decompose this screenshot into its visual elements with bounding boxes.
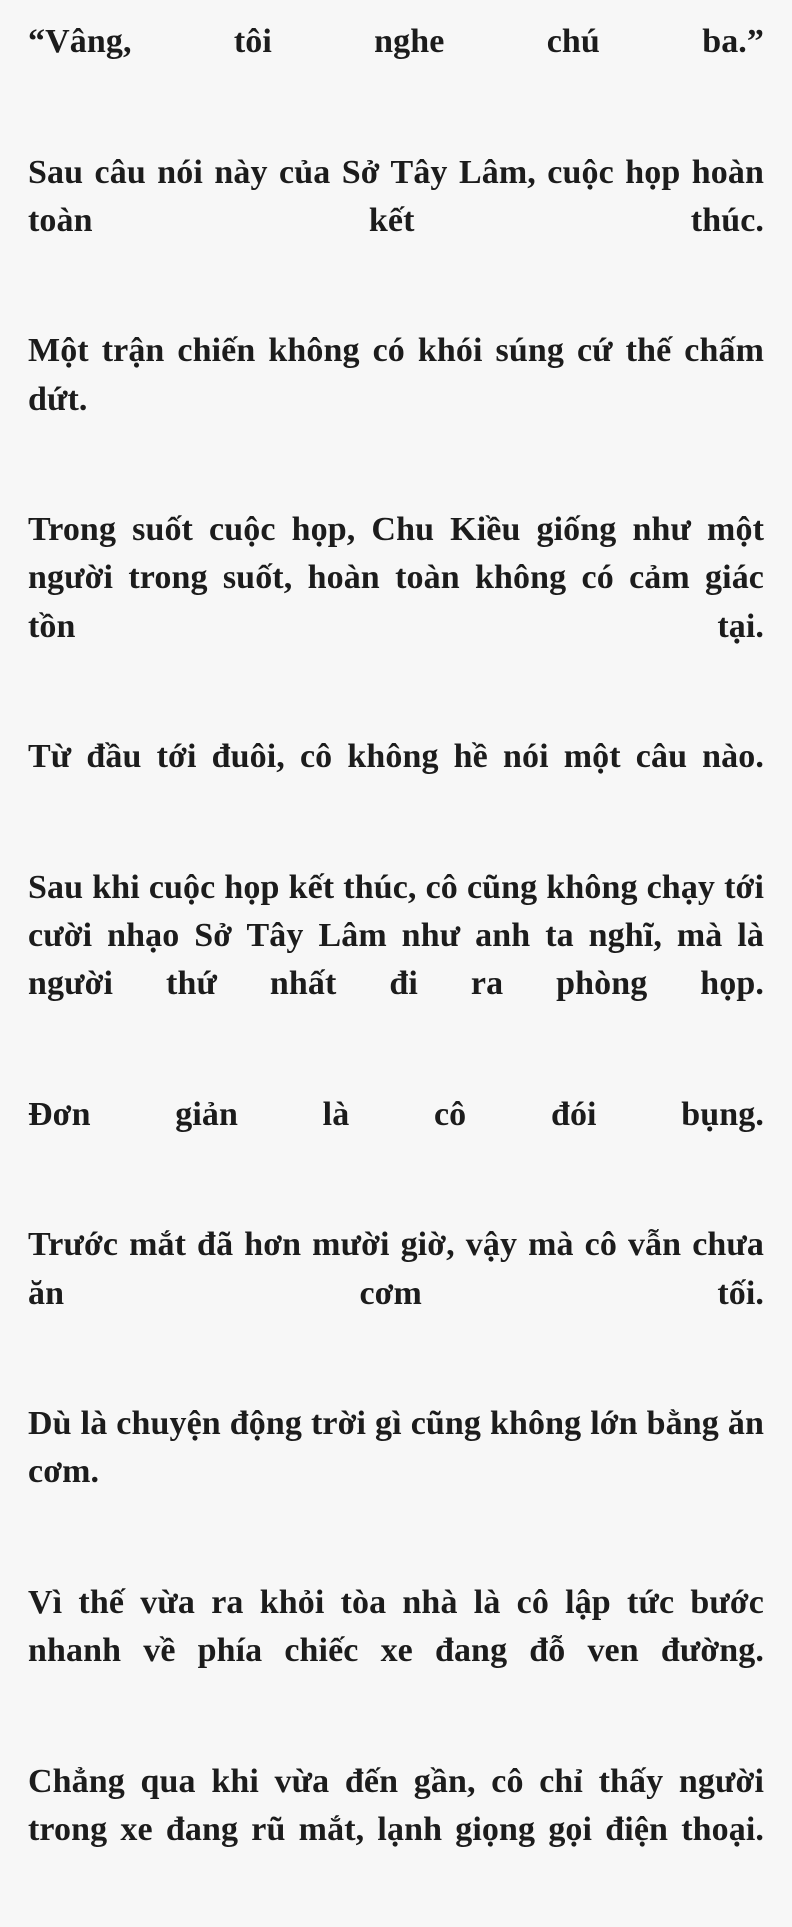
paragraph: Đơn giản là cô đói bụng.	[28, 1095, 764, 1133]
paragraph: Một trận chiến không có khói súng cứ thế chấm dứt.	[28, 332, 764, 418]
paragraph: Trong suốt cuộc họp, Chu Kiều giống như một người trong suốt, hoàn toàn không có cảm giác tồn tại.	[28, 511, 764, 645]
paragraph: Sau câu nói này của Sở Tây Lâm, cuộc họp hoàn toàn kết thúc.	[28, 153, 764, 239]
paragraph: Từ đầu tới đuôi, cô không hề nói một câu nào.	[28, 738, 764, 776]
paragraph: Sau khi cuộc họp kết thúc, cô cũng không chạy tới cười nhạo Sở Tây Lâm như anh ta nghĩ, mà là người thứ nhất đi ra phòng họp.	[28, 868, 764, 1003]
paragraph: Trước mắt đã hơn mười giờ, vậy mà cô vẫn chưa ăn cơm tối.	[28, 1226, 764, 1312]
paragraph: “Vâng, tôi nghe chú ba.”	[28, 23, 764, 60]
paragraph: Vì thế vừa ra khỏi tòa nhà là cô lập tức bước nhanh về phía chiếc xe đang đỗ ven đường.	[28, 1583, 764, 1670]
paragraph: Dù là chuyện động trời gì cũng không lớn bằng ăn cơm.	[28, 1405, 764, 1491]
paragraph: Chẳng qua khi vừa đến gần, cô chỉ thấy người trong xe đang rũ mắt, lạnh giọng gọi điện thoại.	[28, 1762, 764, 1848]
